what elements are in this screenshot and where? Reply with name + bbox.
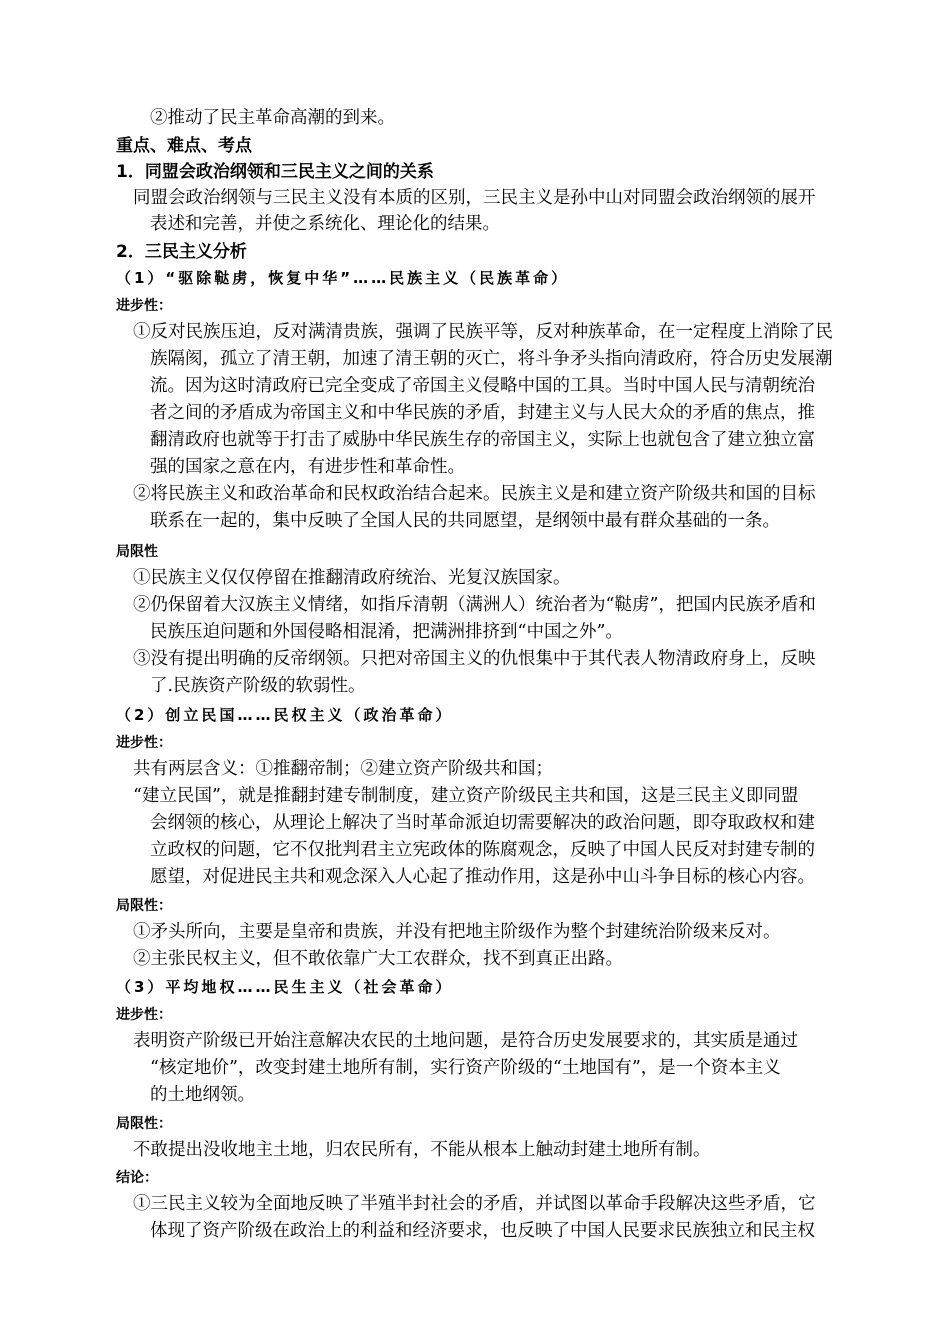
text-line: ③没有提出明确的反帝纲领。只把对帝国主义的仇恨集中于其代表人物清政府身上，反映: [133, 649, 816, 669]
numbered-heading: 1．同盟会政治纲领和三民主义之间的关系: [116, 162, 434, 182]
text-line: ②主张民权主义，但不敢依靠广大工农群众，找不到真正出路。: [133, 949, 623, 969]
text-line: ②推动了民主革命高潮的到来。: [150, 108, 395, 128]
text-line: ①反对民族压迫，反对满清贵族，强调了民族平等，反对种族革命，在一定程度上消除了民: [133, 322, 833, 342]
text-line: ②将民族主义和政治革命和民权政治结合起来。民族主义是和建立资产阶级共和国的目标: [133, 484, 816, 504]
label: 进步性：: [116, 298, 172, 314]
label: 进步性：: [116, 1007, 172, 1023]
text-line: 表述和完善，并使之系统化、理论化的结果。: [150, 214, 500, 234]
label: 结论：: [116, 1170, 158, 1186]
text-line: ①矛头所向，主要是皇帝和贵族，并没有把地主阶级作为整个封建统治阶级来反对。: [133, 922, 781, 942]
label: 进步性：: [116, 735, 172, 751]
text-line: 了.民族资产阶级的软弱性。: [150, 676, 366, 696]
text-line: 表明资产阶级已开始注意解决农民的土地问题，是符合历史发展要求的，其实质是通过: [133, 1031, 798, 1051]
text-line: 会纲领的核心，从理论上解决了当时革命派迫切需要解决的政治问题，即夺取政权和建: [150, 813, 815, 833]
label: 局限性：: [116, 1116, 172, 1132]
text-line: 共有两层含义：①推翻帝制；②建立资产阶级共和国；: [133, 759, 553, 779]
text-line: ②仍保留着大汉族主义情绪，如指斥清朝（满洲人）统治者为“鞑虏”，把国内民族矛盾和: [133, 595, 816, 615]
text-line: 联系在一起的，集中反映了全国人民的共同愿望，是纲领中最有群众基础的一条。: [150, 511, 780, 531]
label: 局限性: [116, 544, 158, 560]
numbered-heading: 2．三民主义分析: [116, 242, 247, 262]
subheading: （1）“驱除鞑虏，恢复中华”……民族主义（民族革命）: [116, 269, 570, 287]
subheading: （2）创立民国……民权主义（政治革命）: [116, 706, 454, 724]
label: 局限性：: [116, 898, 172, 914]
text-line: ①民族主义仅仅停留在推翻清政府统治、光复汉族国家。: [133, 568, 571, 588]
text-line: 翻清政府也就等于打击了威胁中华民族生存的帝国主义，实际上也就包含了建立独立富: [150, 430, 815, 450]
text-line: “建立民国”，就是推翻封建专制制度，建立资产阶级民主共和国，这是三民主义即同盟: [133, 786, 799, 806]
text-line: 愿望，对促进民主共和观念深入人心起了推动作用，这是孙中山斗争目标的核心内容。: [150, 867, 815, 887]
text-line: 的土地纲领。: [150, 1085, 255, 1105]
text-line: 强的国家之意在内，有进步性和革命性。: [150, 457, 465, 477]
text-line: 立政权的问题，它不仅批判君主立宪政体的陈腐观念，反映了中国人民反对封建专制的: [150, 840, 815, 860]
subheading: （3）平均地权……民生主义（社会革命）: [116, 978, 454, 996]
text-line: 体现了资产阶级在政治上的利益和经济要求，也反映了中国人民要求民族独立和民主权: [150, 1221, 815, 1241]
text-line: 同盟会政治纲领与三民主义没有本质的区别，三民主义是孙中山对同盟会政治纲领的展开: [133, 188, 816, 208]
text-line: ①三民主义较为全面地反映了半殖半封社会的矛盾，并试图以革命手段解决这些矛盾，它: [133, 1194, 816, 1214]
text-line: “核定地价”，改变封建土地所有制，实行资产阶级的“土地国有”，是一个资本主义: [150, 1058, 781, 1078]
text-line: 流。因为这时清政府已完全变成了帝国主义侵略中国的工具。当时中国人民与清朝统治: [150, 376, 815, 396]
text-line: 不敢提出没收地主土地，归农民所有，不能从根本上触动封建土地所有制。: [133, 1140, 711, 1160]
section-heading: 重点、难点、考点: [116, 136, 252, 156]
text-line: 者之间的矛盾成为帝国主义和中华民族的矛盾，封建主义与人民大众的矛盾的焦点，推: [150, 403, 815, 423]
text-line: 族隔阂，孤立了清王朝，加速了清王朝的灭亡，将斗争矛头指向清政府，符合历史发展潮: [150, 349, 833, 369]
text-line: 民族压迫问题和外国侵略相混淆，把满洲排挤到“中国之外”。: [150, 622, 623, 642]
